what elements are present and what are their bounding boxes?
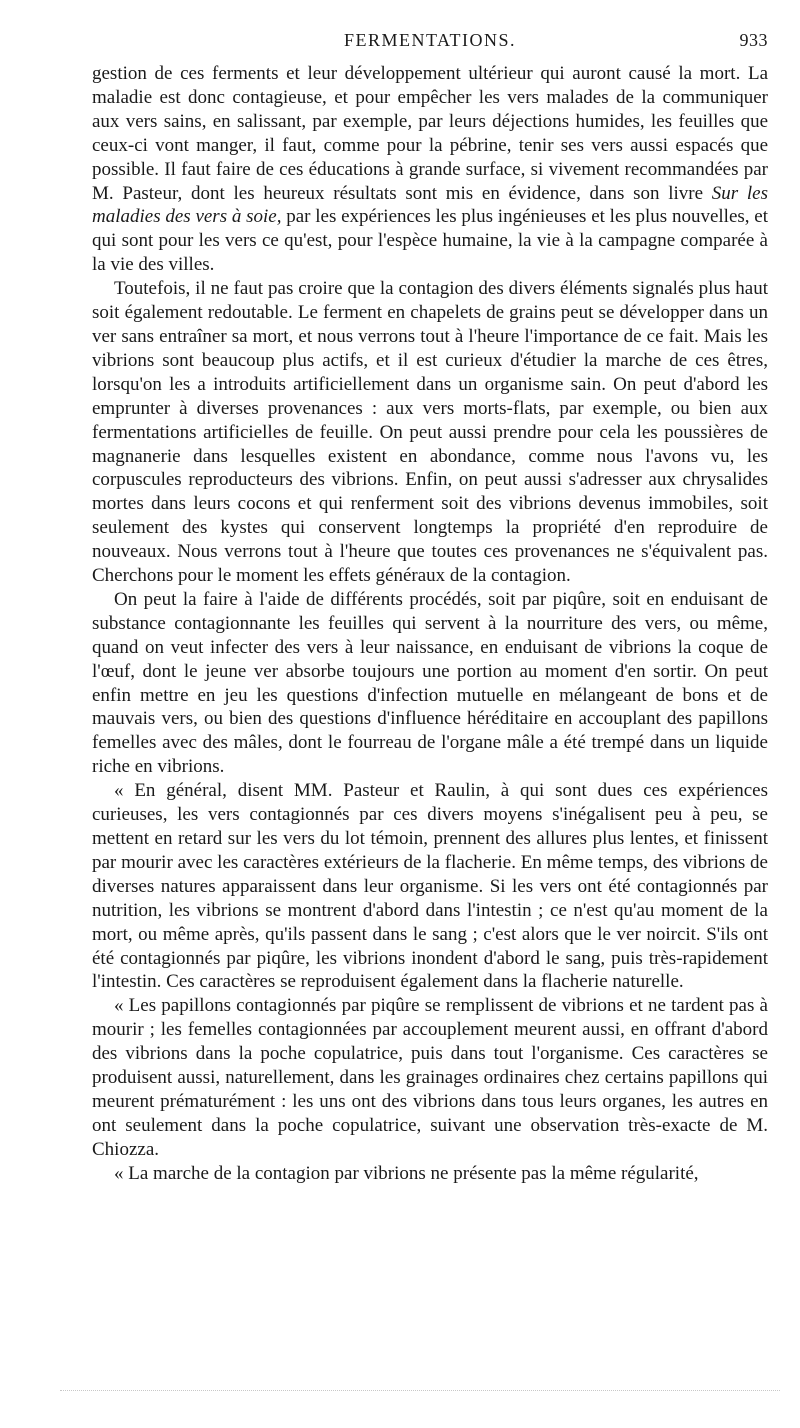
running-title: FERMENTATIONS. xyxy=(343,30,517,50)
book-page xyxy=(92,30,768,1186)
paragraph-2: Toutefois, il ne faut pas croire que la contagion des divers éléments signalés plus haut soit également redoutable. Le ferment en chapelets de grains peut se développer dans un ver sans entraîner sa mort, et nous verrons tout à l'heure l'importance de ce fait. Mais les vibrions sont beaucoup plus actifs, et il est curieux d'étudier la marche de ces êtres, lorsqu'on les a introduits artificiellement dans un organisme sain. On peut d'abord les emprunter à diverses provenances : aux vers morts-flats, par exemple, ou bien aux fermentations artificielles de feuille. On peut aussi prendre pour cela les poussières de magnanerie dans lesquelles existent en abondance, comme nous l'avons vu, les corpuscules reproducteurs des vibrions. Enfin, on peut aussi s'adresser aux chrysalides mortes dans leurs cocons et qui renferment soit des vibrions devenus immobiles, soit seulement des kystes qui conservent longtemps la propriété d'en reproduire de nouveaux. Nous verrons tout à l'heure que toutes ces provenances ne s'équivalent pas. Cherchons pour le moment les effets généraux de la contagion. xyxy=(92,278,768,587)
book-title-italic: Sur les maladies des vers à soie, xyxy=(92,182,768,228)
paragraph-4: « En général, disent MM. Pasteur et Raulin, à qui sont dues ces expériences curieuses, les vers contagionnés par ces divers moyens s'inégalisent peu à peu, se mettent en retard sur les vers du lot témoin, prennent des allures plus lentes, et finissent par mourir avec les caractères extérieurs de la flacherie. En même temps, des vibrions de diverses natures apparaissent dans leur organisme. Si les vers ont été contagionnés par nutrition, les vibrions se montrent d'abord dans l'intestin ; ce n'est qu'au moment de la mort, ou même après, qu'ils passent dans le sang ; c'est alors que le ver noircit. S'ils ont été contagionnés par piqûre, les vibrions inondent d'abord le sang, puis très-rapidement l'intestin. Ces caractères se reproduisent également dans la flacherie naturelle. xyxy=(92,780,768,993)
paragraph-6: « La marche de la contagion par vibrions ne présente pas la même régularité, xyxy=(114,1162,699,1184)
page-number: 933 xyxy=(739,30,768,50)
running-header xyxy=(92,30,768,56)
paragraph-5: « Les papillons contagionnés par piqûre se remplissent de vibrions et ne tardent pas à mourir ; les femelles contagionnées par accouplement meurent aussi, en offrant d'abord des vibrions dans la poche copulatrice, puis dans tout l'organisme. Ces caractères se produisent aussi, naturellement, dans les grainages ordinaires chez certains papillons qui meurent prématurément : les uns ont des vibrions dans tous leurs organes, les autres en ont seulement dans la poche copulatrice, suivant une observation très-exacte de M. Chiozza. xyxy=(92,995,768,1160)
scan-artifact-line xyxy=(60,1390,780,1392)
paragraph-3: On peut la faire à l'aide de différents procédés, soit par piqûre, soit en enduisant de substance contagionnante les feuilles qui servent à la nourriture des vers, ou même, quand on veut infecter des vers à leur naissance, en enduisant de vibrions la coque de l'œuf, dont le jeune ver absorbe toujours une portion au moment d'en sortir. On peut enfin mettre en jeu les questions d'infection mutuelle en mélangeant de bons et de mauvais vers, ou bien des questions d'influence héréditaire en accouplant des papillons femelles avec des mâles, dont le fourreau de l'organe mâle a été trempé dans un liquide riche en vibrions. xyxy=(92,588,768,778)
body-text xyxy=(92,62,768,1186)
paragraph-1: gestion de ces ferments et leur développement ultérieur qui auront causé la mort. La maladie est donc contagieuse, et pour empêcher les vers malades de la communiquer aux vers sains, en salissant, par exemple, par leurs déjections humides, les feuilles que ceux-ci vont manger, il faut, comme pour la pébrine, tenir ses vers aussi espacés que possible. Il faut faire de ces éducations à grande surface, si vivement recommandées par M. Pasteur, dont les heureux résultats sont mis en évidence, dans son livre Sur les maladies des vers à soie, par les expériences les plus ingénieuses et les plus nouvelles, et qui sont pour les vers ce qu'est, pour l'espèce humaine, la vie à la campagne comparée à la vie des villes. xyxy=(92,63,768,276)
